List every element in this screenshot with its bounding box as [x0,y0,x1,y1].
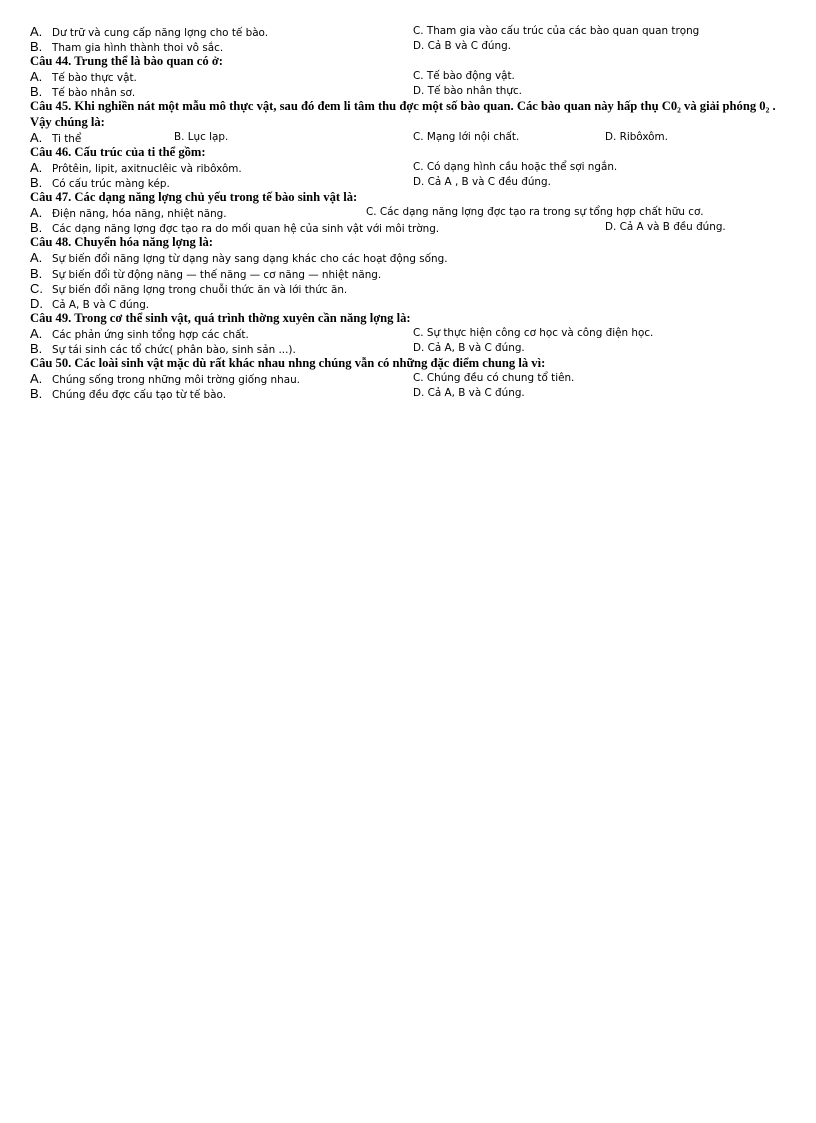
option-row [30,250,800,265]
option-b: B. Tế bào nhân sơ. [30,84,136,100]
option-c: C. Chúng đều có chung tổ tiên. [413,372,575,385]
question-48-title: Câu 48. Chuyển hóa năng lợng là: [30,235,213,250]
option-c: C. Các dạng năng lợng đợc tạo ra trong sự tổng hợp chất hữu cơ. [366,206,704,219]
option-c: C. Sự thực hiện công cơ học và công điện học. [413,326,654,339]
option-a: A. Ti thể [30,129,82,145]
option-b: B. Tham gia hình thành thoi vô sắc. [30,39,224,55]
option-b: B. Có cấu trúc màng kép. [30,174,170,190]
option-a: A. Tế bào thực vật. [30,69,137,85]
option-b: B. Chúng đều đợc cấu tạo từ tế bào. [30,386,226,402]
question-45-title: Câu 45. Khi nghiền nát một mẫu mô thực vật, sau đó đem li tâm thu đợc một số bào quan. Các bào quan này hấp thụ C0₂ và giải phóng 0₂ . Vậy chúng là: [30,99,776,129]
option-b: B. Sự tái sinh các tổ chức( phân bào, sinh sản ...). [30,340,296,356]
option-row [30,371,800,386]
option-row [30,220,800,235]
question-50-title: Câu 50. Các loài sinh vật mặc dù rất khác nhau nhng chúng vẫn có những đặc điểm chung là vì: [30,356,546,371]
option-b: B. Các dạng năng lợng đợc tạo ra do mối quan hệ của sinh vật với môi trờng. [30,220,440,236]
option-b: B. Lục lạp. [174,130,229,143]
option-d: D. Cả B và C đúng. [413,40,512,53]
option-row [30,386,800,401]
option-row [30,130,800,145]
option-d: D. Cả A, B và C đúng. [413,341,525,354]
option-c: C. Có dạng hình cầu hoặc thể sợi ngắn. [413,160,618,173]
option-row [30,24,800,39]
option-a: A. Các phản ứng sinh tổng hợp các chất. [30,325,249,341]
option-a: A. Prôtêin, lipit, axitnuclêic và ribôxôm. [30,159,242,175]
option-d: D. Cả A và B đều đúng. [605,221,726,234]
option-row [30,281,800,296]
option-a: A. Dư trữ và cung cấp năng lợng cho tế bào. [30,24,269,39]
question-46-title: Câu 46. Cấu trúc của ti thể gồm: [30,144,206,159]
option-d: D. Tế bào nhân thực. [413,85,522,98]
question-49-title: Câu 49. Trong cơ thể sinh vật, quá trình thờng xuyên cần năng lợng là: [30,310,411,325]
option-c: C. Tham gia vào cấu trúc của các bào quan quan trọng [413,25,700,37]
option-row [30,69,800,84]
option-a: A. Điện năng, hóa năng, nhiệt năng. [30,205,227,221]
question-44-title: Câu 44. Trung thể là bào quan có ở: [30,54,224,69]
option-d: D. Ribôxôm. [605,130,668,143]
option-b: B. Sự biến đổi từ động năng — thế năng — cơ năng — nhiệt năng. [30,265,382,281]
option-c: C. Sự biến đổi năng lợng trong chuỗi thức ăn và lới thức ăn. [30,280,348,296]
option-row [30,39,800,54]
option-row [30,266,800,281]
option-d: D. Cả A , B và C đều đúng. [413,175,551,188]
option-d: D. Cả A, B và C đúng. [413,387,525,400]
option-c: C. Mạng lới nội chất. [413,130,520,143]
option-row [30,84,800,99]
option-row [30,160,800,175]
option-a: A. Chúng sống trong những môi trờng giống nhau. [30,371,300,387]
option-d: D. Cả A, B và C đúng. [30,295,150,311]
option-row [30,205,800,220]
option-row [30,341,800,356]
option-row [30,296,800,311]
option-row [30,175,800,190]
question-47-title: Câu 47. Các dạng năng lợng chủ yếu trong tế bào sinh vật là: [30,190,358,205]
exam-page [30,24,800,401]
option-c: C. Tế bào động vật. [413,70,515,83]
option-row [30,326,800,341]
option-a: A. Sự biến đổi năng lợng từ dạng này sang dạng khác cho các hoạt động sống. [30,250,448,266]
